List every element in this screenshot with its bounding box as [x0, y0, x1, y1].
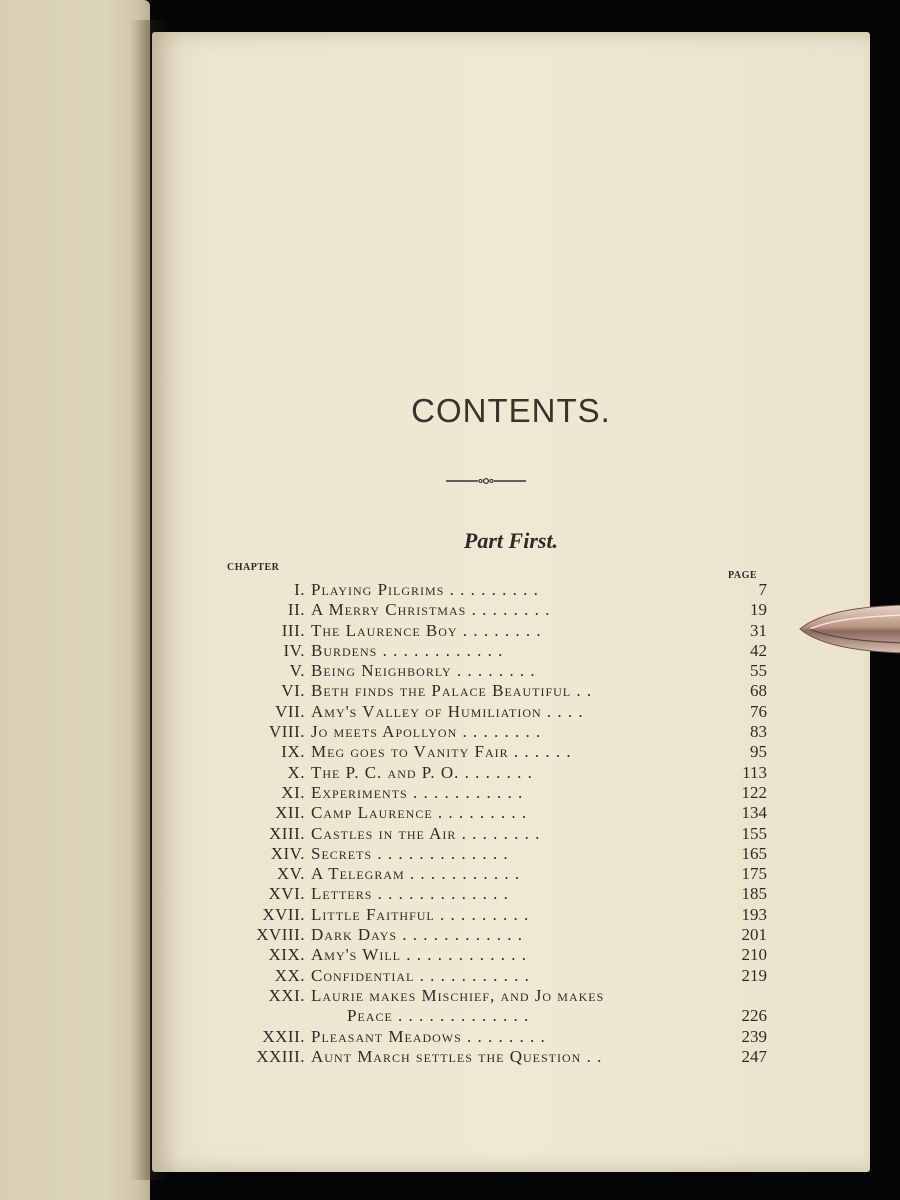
chapter-number: XIV. [270, 843, 305, 863]
chapter-number: XXI. [268, 985, 305, 1005]
page-number: 239 [741, 1026, 767, 1046]
page-number: 68 [750, 681, 767, 701]
toc-row [207, 824, 767, 844]
chapter-title: Camp Laurence . . . . . . . . . [311, 803, 528, 823]
toc-row [207, 722, 767, 742]
toc-row [207, 864, 767, 884]
chapter-title: Dark Days . . . . . . . . . . . . [311, 925, 524, 945]
chapter-title: Pleasant Meadows . . . . . . . . [311, 1026, 546, 1046]
page-number: 210 [741, 945, 767, 965]
chapter-number: XV. [276, 864, 305, 884]
chapter-number: VI. [281, 681, 305, 701]
chapter-number: XI. [281, 782, 305, 802]
toc-row [207, 661, 767, 681]
chapter-title: Letters . . . . . . . . . . . . . [311, 884, 509, 904]
chapter-title: Aunt March settles the Question . . [311, 1046, 603, 1066]
toc-row [207, 905, 767, 925]
page-number: 19 [750, 600, 767, 620]
page-number: 226 [741, 1006, 767, 1026]
ornament-divider-icon [446, 475, 526, 487]
chapter-title: Amy's Valley of Humiliation . . . . [311, 701, 584, 721]
chapter-number: IX. [281, 742, 305, 762]
toc-row [207, 884, 767, 904]
chapter-title: Playing Pilgrims . . . . . . . . . [311, 580, 539, 599]
chapter-number: XVI. [268, 884, 305, 904]
toc-row [207, 742, 767, 762]
toc-row [207, 986, 767, 1006]
toc-row [207, 580, 767, 600]
chapter-title: A Telegram . . . . . . . . . . . [311, 864, 521, 884]
chapter-number: II. [287, 600, 305, 620]
chapter-number: XXII. [262, 1026, 305, 1046]
page-number: 155 [741, 823, 767, 843]
chapter-title: The Laurence Boy . . . . . . . . [311, 620, 542, 640]
left-page [0, 0, 150, 1200]
page-number: 31 [750, 620, 767, 640]
page-number: 42 [750, 640, 767, 660]
toc-row [207, 803, 767, 823]
chapter-number: IV. [283, 640, 305, 660]
chapter-number: XIX. [268, 945, 305, 965]
toc-row [207, 600, 767, 620]
chapter-number: XVII. [262, 904, 305, 924]
chapter-title: Peace . . . . . . . . . . . . . [347, 1006, 530, 1026]
chapter-number: V. [289, 661, 305, 681]
chapter-column-label: CHAPTER [227, 562, 280, 573]
chapter-title: Laurie makes Mischief, and Jo makes [311, 985, 605, 1005]
page-number: 7 [758, 580, 767, 599]
chapter-title: Burdens . . . . . . . . . . . . [311, 640, 504, 660]
page-number: 83 [750, 722, 767, 742]
toc-row [207, 763, 767, 783]
chapter-number: XVIII. [256, 925, 305, 945]
bookmark-clip-icon [796, 603, 900, 655]
toc-row [207, 844, 767, 864]
toc-row [207, 945, 767, 965]
chapter-number: X. [287, 762, 305, 782]
toc-row [207, 966, 767, 986]
table-of-contents [207, 580, 767, 1067]
toc-row [207, 641, 767, 661]
chapter-number: XIII. [268, 823, 305, 843]
chapter-title: Amy's Will . . . . . . . . . . . . [311, 945, 527, 965]
chapter-number: VII. [275, 701, 305, 721]
page-number: 113 [742, 762, 767, 782]
page-number: 55 [750, 661, 767, 681]
toc-row [207, 1027, 767, 1047]
chapter-title: Castles in the Air . . . . . . . . [311, 823, 541, 843]
chapter-title: Being Neighborly . . . . . . . . [311, 661, 536, 681]
page-number: 165 [741, 843, 767, 863]
page-number: 219 [741, 965, 767, 985]
chapter-title: Experiments . . . . . . . . . . . [311, 782, 524, 802]
chapter-number: XII. [275, 803, 305, 823]
chapter-title: Little Faithful . . . . . . . . . [311, 904, 530, 924]
toc-row [207, 783, 767, 803]
chapter-title: A Merry Christmas . . . . . . . . [311, 600, 551, 620]
chapter-title: The P. C. and P. O. . . . . . . . [311, 762, 533, 782]
page-number: 185 [741, 884, 767, 904]
page-number: 134 [741, 803, 767, 823]
chapter-title: Secrets . . . . . . . . . . . . . [311, 843, 509, 863]
chapter-number: XXIII. [256, 1046, 305, 1066]
page-number: 76 [750, 701, 767, 721]
toc-row [207, 621, 767, 641]
chapter-title: Beth finds the Palace Beautiful . . [311, 681, 593, 701]
page-column-label: PAGE [728, 570, 758, 581]
chapter-number: XX. [274, 965, 305, 985]
page-title: CONTENTS. [411, 392, 611, 429]
toc-row [207, 702, 767, 722]
chapter-title: Jo meets Apollyon . . . . . . . . [311, 722, 542, 742]
toc-row-continuation [207, 1006, 767, 1026]
chapter-title: Meg goes to Vanity Fair . . . . . . [311, 742, 572, 762]
right-page [152, 32, 870, 1172]
chapter-number: VIII. [268, 722, 305, 742]
chapter-number: III. [281, 620, 305, 640]
chapter-title: Confidential . . . . . . . . . . . [311, 965, 530, 985]
page-number: 201 [741, 925, 767, 945]
page-number: 122 [741, 782, 767, 802]
page-number: 193 [741, 904, 767, 924]
page-number: 95 [750, 742, 767, 762]
part-heading: Part First. [463, 528, 559, 553]
toc-row [207, 1047, 767, 1067]
toc-row [207, 681, 767, 701]
toc-row [207, 925, 767, 945]
chapter-number: I. [294, 580, 305, 599]
page-number: 247 [741, 1046, 767, 1066]
page-number: 175 [741, 864, 767, 884]
